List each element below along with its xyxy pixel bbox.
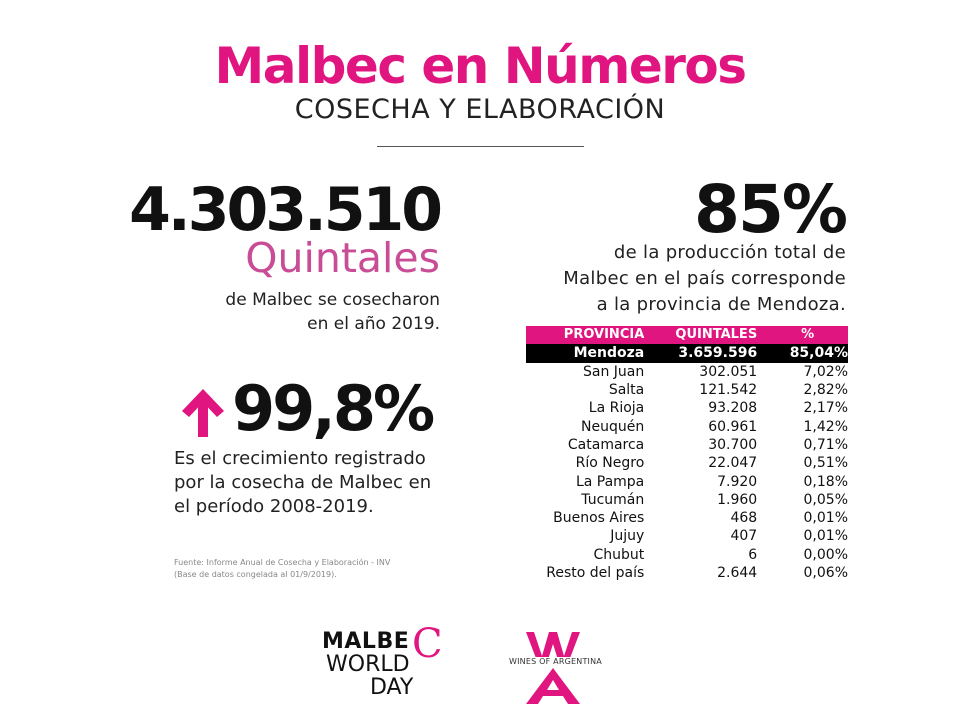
share-value: 85% <box>694 171 846 248</box>
page-title: Malbec en Números <box>214 37 746 95</box>
table-row <box>526 546 848 564</box>
cell-provincia: Resto del país <box>546 565 645 581</box>
cell-provincia: Mendoza <box>573 345 645 362</box>
source-line: (Base de datos congelada al 01/9/2019). <box>174 570 337 579</box>
share-desc-line: de la producción total de <box>613 242 846 263</box>
page-subtitle: COSECHA Y ELABORACIÓN <box>294 94 666 125</box>
growth-description <box>174 447 494 519</box>
table-row <box>526 491 848 509</box>
arrow-up-icon <box>176 387 230 439</box>
source-note <box>174 557 474 581</box>
cell-percent: 0,18% <box>803 473 848 490</box>
cell-quintales: 2.644 <box>717 565 758 581</box>
cell-quintales: 407 <box>730 528 758 545</box>
cell-quintales: 121.542 <box>699 382 758 399</box>
cell-percent: 0,51% <box>803 455 848 472</box>
column-header-quintales: QUINTALES <box>675 327 758 343</box>
cell-provincia: La Pampa <box>575 473 645 490</box>
table-row <box>526 454 848 472</box>
cell-quintales: 468 <box>730 510 758 527</box>
share-desc-line: a la provincia de Mendoza. <box>596 294 846 315</box>
cell-percent: 0,01% <box>803 510 848 527</box>
cell-percent: 7,02% <box>803 363 848 380</box>
title-divider <box>377 146 584 147</box>
malbec-world-day-logo-line1: MALBE <box>322 629 410 654</box>
cell-provincia: Neuquén <box>581 418 645 435</box>
table-row <box>526 344 848 362</box>
cell-percent: 0,71% <box>803 436 848 453</box>
cell-quintales: 22.047 <box>708 455 758 472</box>
source-line: Fuente: Informe Anual de Cosecha y Elaboración - INV <box>174 558 391 567</box>
malbec-world-day-logo-line2: WORLD <box>326 652 410 677</box>
growth-desc-line: el período 2008-2019. <box>174 496 374 517</box>
province-table <box>526 326 848 582</box>
harvest-description <box>140 288 440 336</box>
wines-of-argentina-logo <box>522 630 584 706</box>
malbec-world-day-logo-c: C <box>412 621 443 667</box>
cell-quintales: 7.920 <box>717 473 758 490</box>
cell-percent: 1,42% <box>803 418 848 435</box>
table-row <box>526 564 848 582</box>
table-body <box>526 344 848 582</box>
wines-of-argentina-text: WINES OF ARGENTINA <box>509 657 602 666</box>
cell-quintales: 3.659.596 <box>678 345 758 362</box>
cell-quintales: 6 <box>748 546 758 563</box>
cell-percent: 2,82% <box>803 382 848 399</box>
table-row <box>526 399 848 417</box>
malbec-world-day-logo-line3: DAY <box>370 675 414 700</box>
growth-desc-line: Es el crecimiento registrado <box>174 448 426 469</box>
table-header-row <box>526 326 848 344</box>
table-row <box>526 363 848 381</box>
growth-value: 99,8% <box>232 372 433 445</box>
cell-quintales: 1.960 <box>717 491 758 508</box>
cell-provincia: Jujuy <box>610 528 645 545</box>
table-row <box>526 527 848 545</box>
cell-quintales: 302.051 <box>699 363 758 380</box>
cell-provincia: Buenos Aires <box>553 510 645 527</box>
column-header-provincia: PROVINCIA <box>563 327 645 343</box>
share-description <box>486 240 846 318</box>
cell-provincia: Chubut <box>593 546 645 563</box>
table-row <box>526 381 848 399</box>
cell-provincia: La Rioja <box>588 400 645 417</box>
cell-quintales: 30.700 <box>708 436 758 453</box>
cell-provincia: Catamarca <box>567 436 645 453</box>
table-row <box>526 417 848 435</box>
cell-percent: 0,06% <box>803 565 848 581</box>
cell-percent: 0,01% <box>803 528 848 545</box>
harvest-desc-line: en el año 2019. <box>307 314 440 334</box>
table-row <box>526 436 848 454</box>
harvest-desc-line: de Malbec se cosecharon <box>225 290 440 310</box>
share-desc-line: Malbec en el país corresponde <box>563 268 846 289</box>
cell-percent: 2,17% <box>803 400 848 417</box>
cell-provincia: Salta <box>608 382 645 399</box>
cell-provincia: San Juan <box>583 363 645 380</box>
table-row <box>526 509 848 527</box>
cell-provincia: Tucumán <box>581 491 645 508</box>
column-header-percent: % <box>801 327 815 343</box>
cell-quintales: 93.208 <box>708 400 758 417</box>
cell-provincia: Río Negro <box>575 455 645 472</box>
harvest-value: 4.303.510 <box>129 175 440 245</box>
cell-quintales: 60.961 <box>708 418 758 435</box>
cell-percent: 85,04% <box>789 345 848 362</box>
cell-percent: 0,00% <box>803 546 848 563</box>
growth-desc-line: por la cosecha de Malbec en <box>174 472 432 493</box>
cell-percent: 0,05% <box>803 491 848 508</box>
table-row <box>526 472 848 490</box>
harvest-unit: Quintales <box>245 234 440 282</box>
